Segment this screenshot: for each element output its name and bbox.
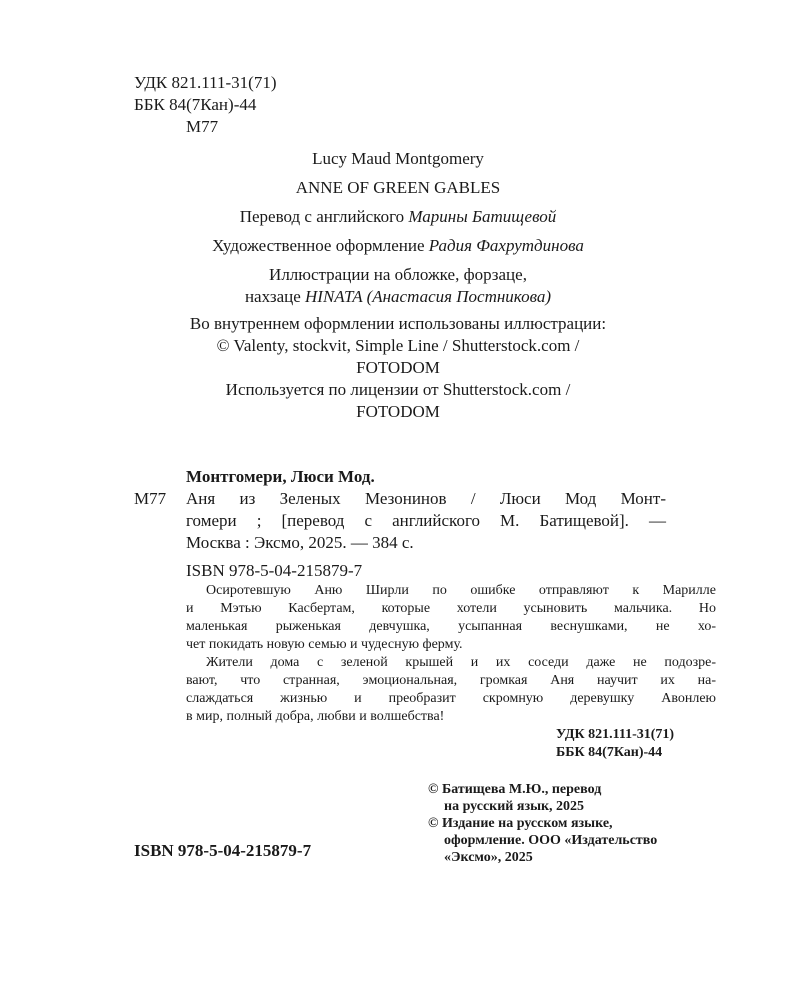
bbk-code: ББК 84(7Кан)-44	[134, 95, 257, 114]
annotation-codes	[556, 726, 674, 762]
original-author: Lucy Maud Montgomery	[312, 149, 484, 168]
udk-code: УДК 821.111-31(71)	[134, 73, 277, 92]
copyright-edition-3: «Эксмо», 2025	[444, 850, 533, 865]
card-title-line-2: гомери ; [перевод с английского М. Батищевой]. —	[186, 511, 666, 530]
author-mark: М77	[186, 117, 219, 136]
card-title-line-1: Аня из Зеленых Мезонинов / Люси Мод Монт-	[186, 489, 666, 508]
illustration-line-1: Иллюстрации на обложке, форзаце,	[269, 265, 527, 284]
copyright-edition-1: © Издание на русском языке,	[428, 816, 613, 831]
stock-credit	[130, 313, 666, 423]
license-line-2: FOTODOM	[356, 402, 440, 421]
copyright-translation-1: © Батищева М.Ю., перевод	[428, 782, 602, 797]
card-author-heading: Монтгомери, Люси Мод.	[186, 467, 375, 486]
illustration-line-2: нахзаце HINATA (Анастасия Постникова)	[244, 287, 552, 306]
translator-name: Марины Батищевой	[408, 207, 557, 226]
catalog-card	[134, 466, 666, 582]
designer-name: Радия Фахрутдинова	[428, 236, 584, 255]
annotation-paragraph-2: Жители дома с зеленой крышей и их соседи даже не подозре- вают, что странная, эмоциональная, громкая Аня научит их на- слаждаться жизнью и преобразит скромную деревушку Авонлею в мир, полный добра, любви и волшебства!	[186, 655, 716, 724]
translation-credit	[130, 206, 666, 228]
copyright-translation-2: на русский язык, 2025	[444, 799, 585, 814]
license-line-1: Используется по лицензии от Shutterstock.com /	[225, 380, 571, 399]
illustration-credit	[130, 264, 666, 308]
card-title-line-3: Москва : Эксмо, 2025. — 384 с.	[186, 533, 414, 552]
card-mark: М77	[134, 489, 167, 508]
annotation-bbk: ББК 84(7Кан)-44	[556, 745, 663, 760]
card-title-row	[134, 488, 666, 510]
annotation	[186, 582, 716, 726]
design-prefix: Художественное оформление	[212, 236, 429, 255]
stock-line-3: FOTODOM	[356, 358, 440, 377]
illustrator-name: HINATA (Анастасия Постникова)	[305, 287, 552, 306]
original-title: ANNE OF GREEN GABLES	[295, 178, 501, 197]
stock-line-1: Во внутреннем оформлении использованы иллюстрации:	[189, 314, 607, 333]
annotation-paragraph-1: Осиротевшую Аню Ширли по ошибке отправляют к Марилле и Мэтью Касбертам, которые хотели усыновить мальчика. Но маленькая рыженькая девчушка, усыпанная веснушками, не хо- чет покидать новую семью и чудесную ферму.	[186, 583, 716, 652]
isbn-bottom: ISBN 978-5-04-215879-7	[134, 841, 312, 860]
card-isbn: ISBN 978-5-04-215879-7	[186, 561, 363, 580]
classification-codes	[134, 72, 276, 138]
stock-line-2: © Valenty, stockvit, Simple Line / Shutterstock.com /	[216, 336, 580, 355]
copyright-edition-2: оформление. ООО «Издательство	[444, 833, 658, 848]
annotation-udk: УДК 821.111-31(71)	[556, 727, 675, 742]
copyright-block	[428, 781, 657, 866]
design-credit	[130, 235, 666, 257]
translation-prefix: Перевод с английского	[239, 207, 409, 226]
